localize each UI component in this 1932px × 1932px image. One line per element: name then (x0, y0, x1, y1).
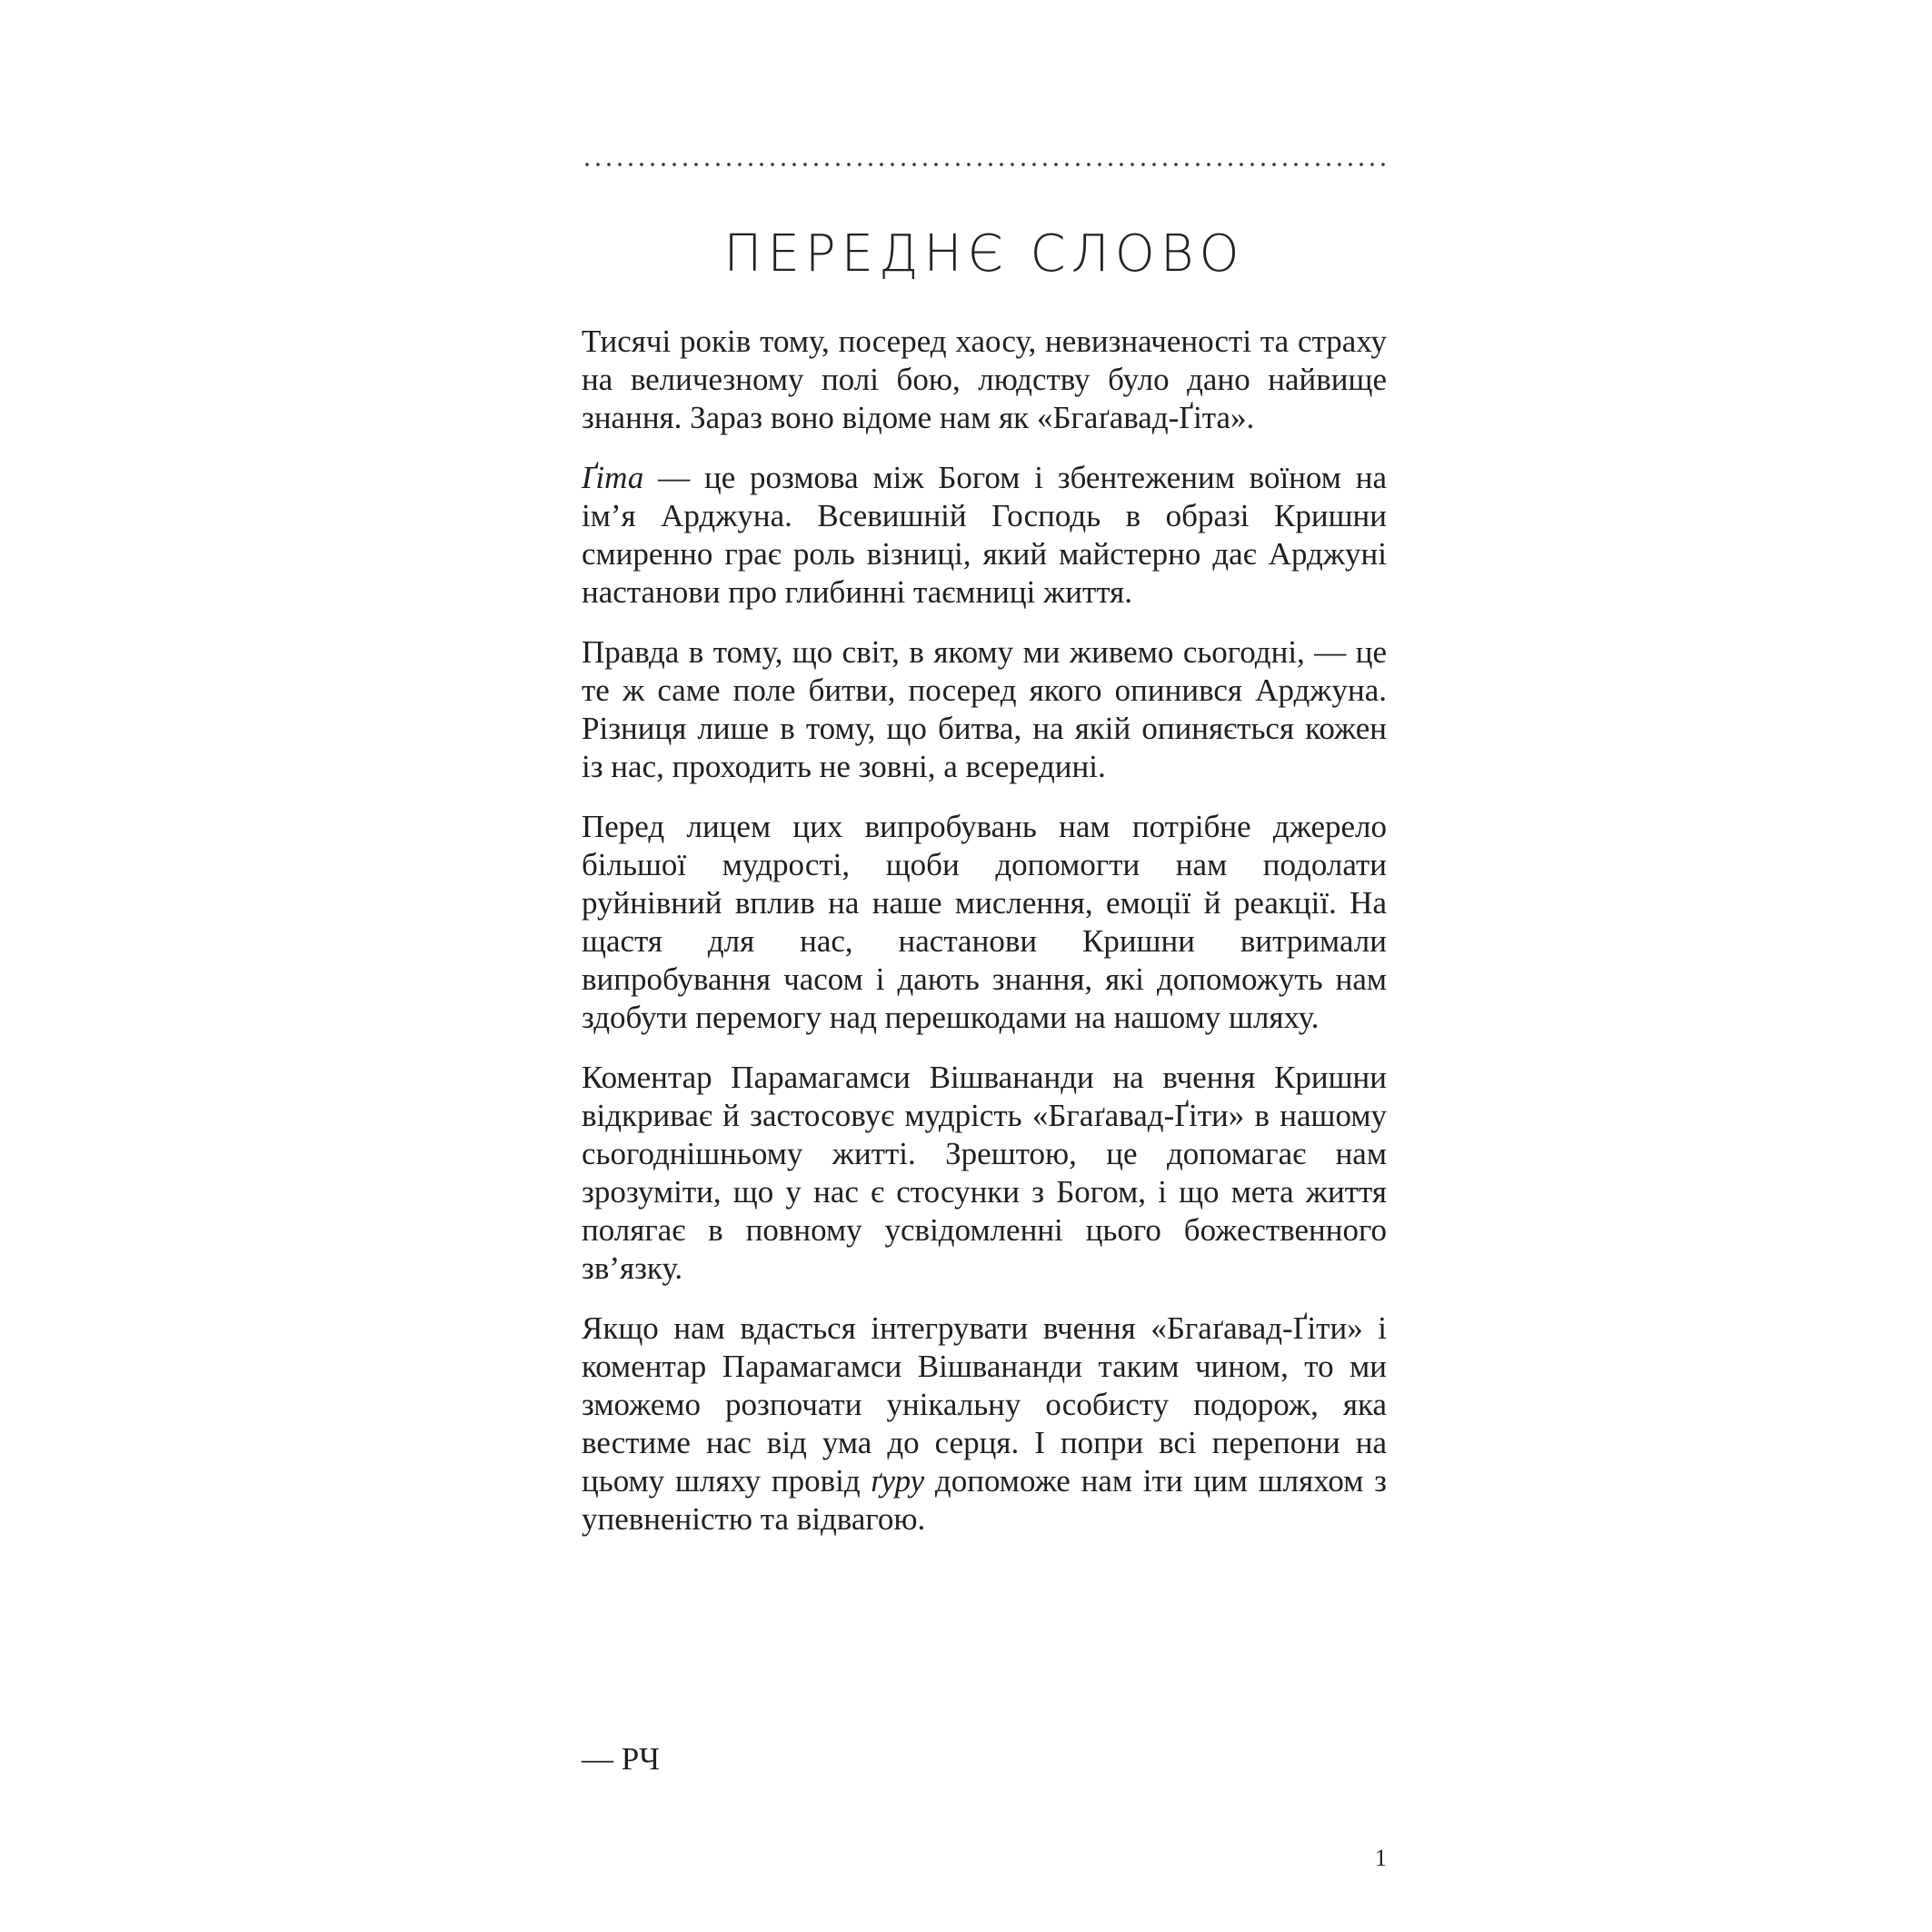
dotted-divider (582, 162, 1387, 167)
body-text (582, 323, 1387, 1560)
italic-term-gita: Ґіта (582, 460, 644, 495)
signature: — РЧ (582, 1741, 660, 1777)
chapter-title: ПЕРЕДНЄ СЛОВО (723, 224, 1245, 284)
paragraph-3: Правда в тому, що світ, в якому ми живемо сьогодні, — це те ж саме поле битви, посеред якого опинився Арджуна. Різниця лише в тому, що битва, на якій опиняється кожен із нас, проходить не зовні, а всередині. (582, 634, 1387, 784)
paragraph-6 (582, 1310, 1387, 1539)
paragraph-5: Коментар Парамагамси Вішвананди на вчення Кришни відкриває й застосовує мудрість «Бгаґавад-Ґіти» в нашому сьогоднішньому житті. Зрештою, це допомагає нам зрозуміти, що у нас є стосунки з Богом, і що мета життя полягає в повному усвідомленні цього божественного зв’язку. (582, 1060, 1387, 1286)
book-page (582, 136, 1387, 1899)
paragraph-2 (582, 459, 1387, 612)
page-number: 1 (1375, 1845, 1387, 1871)
italic-term-guru: ґуру (871, 1463, 925, 1499)
paragraph-6-text-before: Якщо нам вдасться інтегрувати вчення «Бгаґавад-Ґіти» і коментар Парамагамси Вішвананди таким чином, то ми зможемо розпочати унікальну особисту подорож, яка вестиме нас від ума до серця. І попри всі перепони на цьому шляху провід (582, 1310, 1387, 1499)
paragraph-6-text-after: допоможе нам іти цим шляхом з упевненістю та відвагою. (582, 1463, 1387, 1537)
paragraph-4: Перед лицем цих випробувань нам потрібне джерело більшої мудрості, щоби допомогти нам подолати руйнівний вплив на наше мислення, емоції й реакції. На щастя для нас, настанови Кришни витримали випробування часом і дають знання, які допоможуть нам здобути перемогу над перешкодами на нашому шляху. (582, 809, 1387, 1035)
paragraph-1: Тисячі років тому, посеред хаосу, невизначеності та страху на величезному полі бою, людству було дано найвище знання. Зараз воно відоме нам як «Бгаґавад-Ґіта». (582, 324, 1387, 435)
paragraph-2-text: — це розмова між Богом і збентеженим воїном на ім’я Арджуна. Всевишній Господь в образі Кришни смиренно грає роль візниці, який майстерно дає Арджуні настанови про глибинні таємниці життя. (582, 460, 1387, 610)
